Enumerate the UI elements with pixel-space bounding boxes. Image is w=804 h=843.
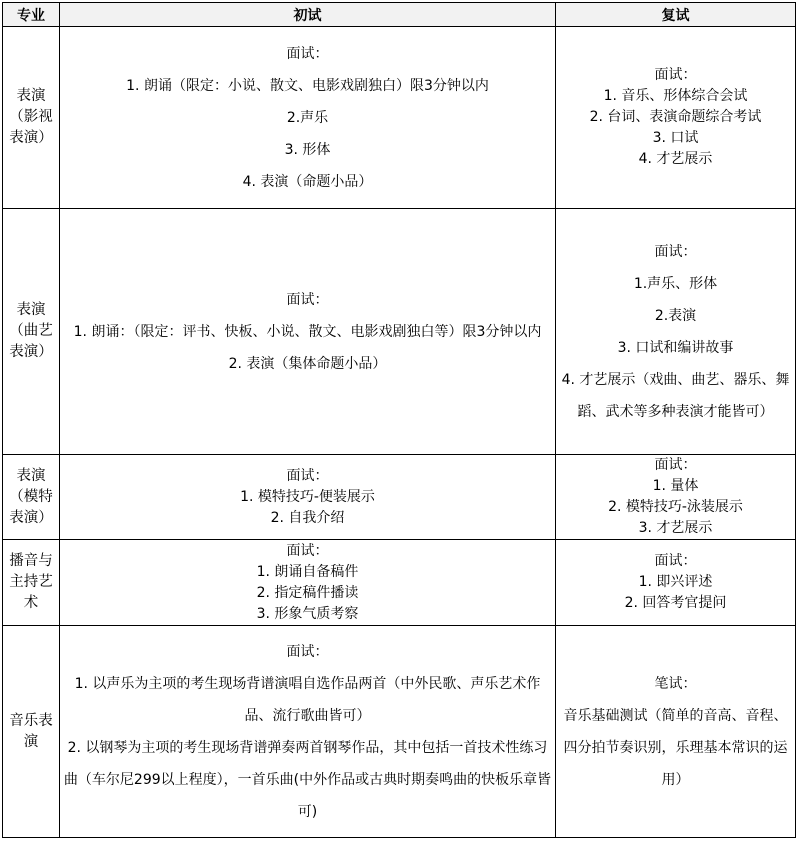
retest-line: 2.表演 [654,307,697,324]
header-major: 专业 [3,3,60,27]
major-cell: 表演（曲艺表演） [3,209,60,455]
prelim-line: 2.声乐 [286,109,329,126]
prelim-cell [60,209,556,455]
table-row [3,626,796,838]
prelim-line: 2. 表演（集体命题小品） [228,355,387,372]
prelim-line: 面试： [286,467,329,484]
retest-line: 3. 才艺展示 [638,520,713,536]
exam-table [2,2,796,838]
header-prelim: 初试 [60,3,556,27]
retest-line: 面试： [654,67,697,83]
retest-line: 2. 模特技巧-泳装展示 [608,499,743,515]
retest-line: 面试： [654,553,697,569]
retest-line: 4. 才艺展示（戏曲、曲艺、器乐、舞蹈、武术等多种表演才能皆可） [561,371,790,420]
prelim-line: 面试： [286,542,329,559]
prelim-line: 1. 模特技巧-便装展示 [240,488,375,505]
retest-line: 1. 即兴评述 [638,574,713,590]
retest-cell [556,209,796,455]
retest-line: 4. 才艺展示 [638,151,713,167]
retest-line: 3. 口试 [652,130,699,146]
table-row [3,540,796,626]
retest-line: 2. 台词、表演命题综合考试 [589,109,762,125]
major-cell: 音乐表演 [3,626,60,838]
prelim-line: 3. 形体 [284,141,331,158]
prelim-line: 2. 以钢琴为主项的考生现场背谱弹奏两首钢琴作品，其中包括一首技术性练习曲（车尔尼299以上程度），一首乐曲(中外作品或古典时期奏鸣曲的快板乐章皆可) [63,739,552,820]
retest-line: 面试： [654,457,697,473]
prelim-line: 1. 朗诵：（限定：评书、快板、小说、散文、电影戏剧独白等）限3分钟以内 [73,323,542,340]
retest-line: 1. 量体 [652,478,699,494]
prelim-cell [60,540,556,626]
header-row [3,3,796,27]
table-row [3,209,796,455]
table-row [3,27,796,209]
prelim-line: 1. 朗诵自备稿件 [256,563,359,580]
retest-line: 2. 回答考官提问 [624,595,727,611]
retest-line: 音乐基础测试（简单的音高、音程、四分拍节奏识别，乐理基本常识的运用） [563,707,788,788]
prelim-line: 面试： [286,643,329,660]
major-cell: 表演（影视表演） [3,27,60,209]
prelim-line: 2. 指定稿件播读 [256,584,359,601]
prelim-cell [60,27,556,209]
prelim-line: 4. 表演（命题小品） [242,173,373,190]
retest-cell [556,626,796,838]
prelim-line: 1. 以声乐为主项的考生现场背谱演唱自选作品两首（中外民歌、声乐艺术作品、流行歌曲皆可） [74,675,541,724]
retest-line: 1. 音乐、形体综合会试 [603,88,748,104]
prelim-line: 1. 朗诵（限定：小说、散文、电影戏剧独白）限3分钟以内 [126,77,489,94]
prelim-cell [60,626,556,838]
prelim-cell [60,455,556,540]
retest-line: 1.声乐、形体 [633,275,718,292]
table-row [3,455,796,540]
major-cell: 表演（模特表演） [3,455,60,540]
prelim-line: 2. 自我介绍 [270,509,345,526]
retest-cell [556,455,796,540]
retest-line: 3. 口试和编讲故事 [617,339,734,356]
major-cell: 播音与主持艺术 [3,540,60,626]
prelim-line: 3. 形象气质考察 [256,605,359,622]
retest-cell [556,540,796,626]
retest-line: 面试： [654,243,697,260]
retest-line: 笔试： [654,675,697,692]
header-retest: 复试 [556,3,796,27]
prelim-line: 面试： [286,45,329,62]
retest-cell [556,27,796,209]
prelim-line: 面试： [286,291,329,308]
